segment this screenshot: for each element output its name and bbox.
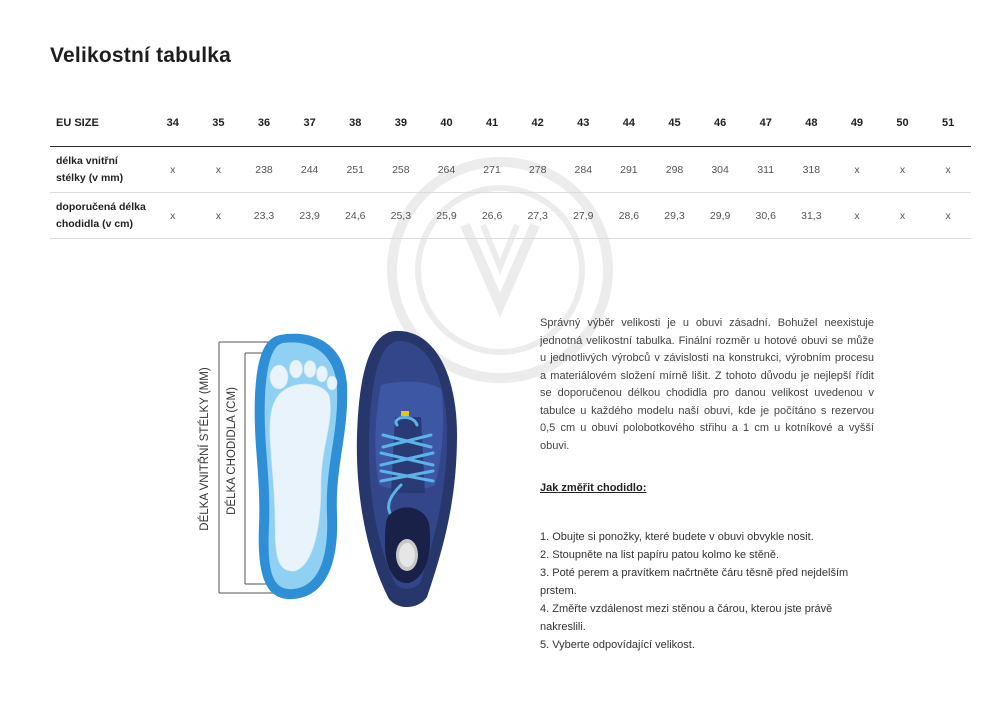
- table-cell: 304: [697, 147, 743, 193]
- sizing-description: Správný výběr velikosti je u obuvi zásadní. Bohužel neexistuje jednotná velikostní tabulka. Finální rozměr u hotové obuvi se může u jednotlivých výrobců v závislosti na konstrukci, výrobním procesu a materiálovém složení mírně lišit. Z tohoto důvodu je nejlepší řídit se doporučenou délkou chodidla pro danou velikost uvedenou v tabulce u každého modelu naší obuvi, kde je počítáno s rezervou 0,5 cm u obuvi polobotkového střihu a 1 cm u kotníkové a vyšší obuvi.: [540, 317, 874, 452]
- size-table: [50, 100, 971, 239]
- table-cell: 27,3: [515, 193, 561, 239]
- table-row-insole: [50, 147, 971, 193]
- table-cell: 284: [560, 147, 606, 193]
- size-header: 45: [652, 100, 698, 147]
- table-cell: 258: [378, 147, 424, 193]
- list-item: 3. Poté perem a pravítkem načrtněte čáru těsně před nejdelším prstem.: [540, 567, 849, 597]
- size-header: 49: [834, 100, 880, 147]
- size-header: 35: [196, 100, 242, 147]
- size-header: 47: [743, 100, 789, 147]
- table-cell: 24,6: [332, 193, 378, 239]
- size-header: 39: [378, 100, 424, 147]
- table-cell: 244: [287, 147, 333, 193]
- table-cell: 251: [332, 147, 378, 193]
- table-cell: 25,9: [424, 193, 470, 239]
- page-title: Velikostní tabulka: [50, 44, 231, 67]
- table-cell: 311: [743, 147, 789, 193]
- table-cell: x: [196, 147, 242, 193]
- size-measurement-figure: [195, 325, 475, 625]
- size-header: 36: [241, 100, 287, 147]
- table-cell: 278: [515, 147, 561, 193]
- size-header: 34: [150, 100, 196, 147]
- table-cell: 31,3: [789, 193, 835, 239]
- table-cell: 29,3: [652, 193, 698, 239]
- table-cell: x: [880, 193, 926, 239]
- table-cell: x: [196, 193, 242, 239]
- table-cell: 264: [424, 147, 470, 193]
- table-cell: 30,6: [743, 193, 789, 239]
- howto-heading: Jak změřit chodidlo:: [540, 482, 647, 494]
- row-label: doporučená délka chodidla (v cm): [50, 193, 150, 239]
- insole-length-label: DÉLKA VNITŘNÍ STÉLKY (MM): [199, 367, 211, 531]
- size-header: 41: [469, 100, 515, 147]
- table-cell: x: [925, 147, 971, 193]
- list-item: 4. Změřte vzdálenost mezi stěnou a čárou, kterou jste právě nakreslili.: [540, 603, 833, 633]
- table-cell: 23,9: [287, 193, 333, 239]
- table-header-row: [50, 100, 971, 147]
- shoe-icon: [357, 331, 457, 607]
- size-header: 46: [697, 100, 743, 147]
- table-cell: x: [880, 147, 926, 193]
- eu-size-header: EU SIZE: [50, 100, 150, 147]
- table-cell: 23,3: [241, 193, 287, 239]
- table-cell: x: [925, 193, 971, 239]
- table-cell: 271: [469, 147, 515, 193]
- table-cell: x: [150, 193, 196, 239]
- size-header: 50: [880, 100, 926, 147]
- table-cell: 238: [241, 147, 287, 193]
- insole-icon: [255, 334, 348, 599]
- size-header: 38: [332, 100, 378, 147]
- table-cell: 27,9: [560, 193, 606, 239]
- row-label: délka vnitřní stélky (v mm): [50, 147, 150, 193]
- howto-steps-list: [540, 528, 870, 654]
- size-header: 37: [287, 100, 333, 147]
- size-header: 43: [560, 100, 606, 147]
- table-cell: 28,6: [606, 193, 652, 239]
- size-header: 40: [424, 100, 470, 147]
- list-item: 1. Obujte si ponožky, které budete v obuvi obvykle nosit.: [540, 531, 814, 543]
- insole-shoe-illustration: [195, 325, 475, 625]
- list-item: 5. Vyberte odpovídající velikost.: [540, 639, 695, 651]
- table-cell: 298: [652, 147, 698, 193]
- list-item: 2. Stoupněte na list papíru patou kolmo ke stěně.: [540, 549, 780, 561]
- foot-length-label: DÉLKA CHODIDLA (CM): [226, 387, 238, 515]
- table-cell: x: [834, 193, 880, 239]
- size-header: 48: [789, 100, 835, 147]
- table-cell: 29,9: [697, 193, 743, 239]
- size-header: 42: [515, 100, 561, 147]
- table-cell: 25,3: [378, 193, 424, 239]
- table-cell: x: [150, 147, 196, 193]
- table-cell: x: [834, 147, 880, 193]
- table-cell: 26,6: [469, 193, 515, 239]
- size-header: 51: [925, 100, 971, 147]
- table-cell: 318: [789, 147, 835, 193]
- table-row-foot: [50, 193, 971, 239]
- table-cell: 291: [606, 147, 652, 193]
- size-header: 44: [606, 100, 652, 147]
